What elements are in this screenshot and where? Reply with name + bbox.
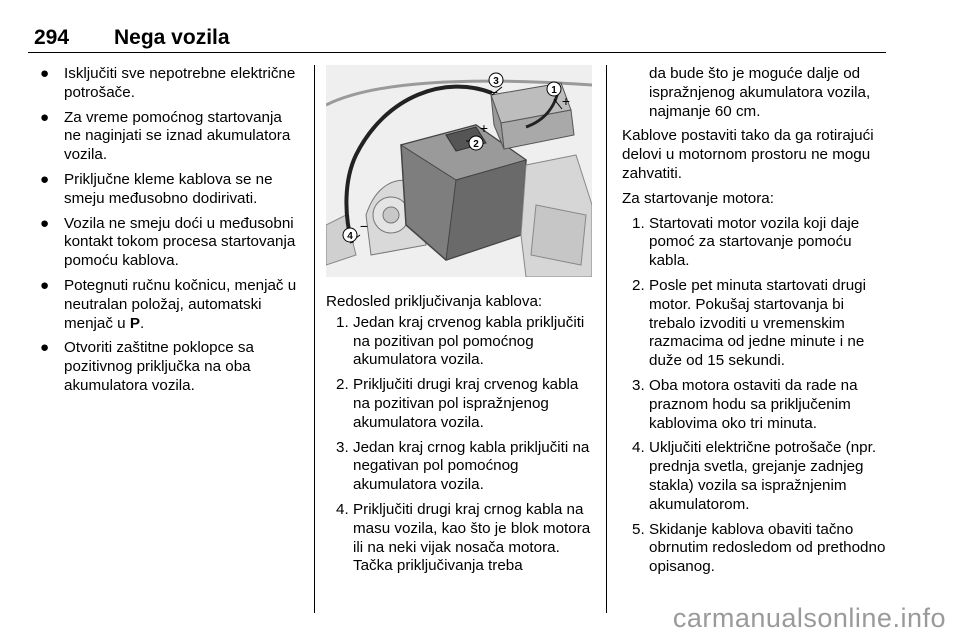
column-middle xyxy=(326,65,594,582)
list-item: 2. Priključiti drugi kraj crvenog kabla na pozitivan pol ispražnjenog akumulatora vozila. xyxy=(336,376,579,431)
list-item: 2. Posle pet minuta startovati drugi motor. Pokušaj startovanja bi trebalo izvoditi u vremenskim razmacima od jedne minute i ne duže od 15 sekundi. xyxy=(632,276,866,370)
bullet-item: ● Otvoriti zaštitne poklopce sa pozitivnog priključka na oba akumulatora vozila. xyxy=(40,339,254,394)
bullet-item: ● Vozila ne smeju doći u međusobni kontakt tokom procesa startovanja pomoću kablova. xyxy=(40,214,296,270)
column-right xyxy=(622,65,890,583)
list-item: 4. Priključiti drugi kraj crnog kabla na masu vozila, kao što je blok motora ili na neki vijak nosača motora. Tačka priključivanja treba xyxy=(336,500,591,575)
list-item: 5. Skidanje kablova obaviti tačno obrnutim redosledom od prethodno opisanog. xyxy=(632,520,886,576)
svg-text:3: 3 xyxy=(493,76,499,87)
svg-text:2: 2 xyxy=(473,139,479,150)
svg-text:+: + xyxy=(561,93,571,109)
list-item: 3. Oba motora ostaviti da rade na praznom hodu sa priključenim kablovima oko tri minuta. xyxy=(632,376,858,432)
paragraph: Kablove postaviti tako da ga rotirajući delovi u motornom prostoru ne mogu zahvatiti. xyxy=(622,127,874,182)
list-item: 3. Jedan kraj crnog kabla priključiti na negativan pol pomoćnog akumulatora vozila. xyxy=(336,438,590,494)
continued-text: da bude što je moguće dalje od ispražnjenog akumulatora vozila, najmanje 60 cm. xyxy=(649,65,871,120)
svg-text:4: 4 xyxy=(347,231,353,242)
column-left xyxy=(40,65,302,402)
column-divider xyxy=(314,65,315,613)
list-item: 1. Startovati motor vozila koji daje pomoć za startovanje pomoću kabla. xyxy=(632,214,860,270)
bullet-item: ● Za vreme pomoćnog startovanja ne naginjati se iznad akumulatora vozila. xyxy=(40,108,291,164)
bullet-icon: ● xyxy=(40,170,50,188)
page-header xyxy=(28,24,886,53)
watermark: carmanualsonline.info xyxy=(672,603,946,633)
gear-position-p: P xyxy=(129,314,140,332)
svg-text:+: + xyxy=(479,120,489,136)
bullet-item: ● Potegnuti ručnu kočnicu, menjač u neutralan položaj, automatski menjač u P. xyxy=(40,276,297,332)
list-item: 1. Jedan kraj crvenog kabla priključiti na pozitivan pol pomoćnog akumulatora vozila. xyxy=(336,313,585,369)
svg-text:−: − xyxy=(359,218,369,234)
bullet-item: ● Priključne kleme kablova se ne smeju međusobno dodirivati. xyxy=(40,170,273,207)
bullet-icon: ● xyxy=(40,65,50,82)
engine-bay-illustration xyxy=(326,65,592,277)
bullet-item: ● Isključiti sve nepotrebne električne potrošače. xyxy=(40,65,296,101)
bullet-icon: ● xyxy=(40,108,50,126)
connection-order-heading: Redosled priključivanja kablova: xyxy=(326,293,543,310)
column-divider xyxy=(606,65,607,613)
starting-heading: Za startovanje motora: xyxy=(622,189,774,207)
section-title: Nega vozila xyxy=(114,26,230,49)
svg-text:−: − xyxy=(489,84,499,100)
svg-text:1: 1 xyxy=(551,85,557,96)
bullet-icon: ● xyxy=(40,214,50,232)
bullet-icon: ● xyxy=(40,276,50,294)
bullet-icon: ● xyxy=(40,339,50,357)
page-number: 294 xyxy=(34,26,70,49)
list-item: 4. Uključiti električne potrošače (npr. prednja svetla, grejanje zadnjeg stakla) vozila sa ispražnjenim akumulatorom. xyxy=(632,439,877,513)
